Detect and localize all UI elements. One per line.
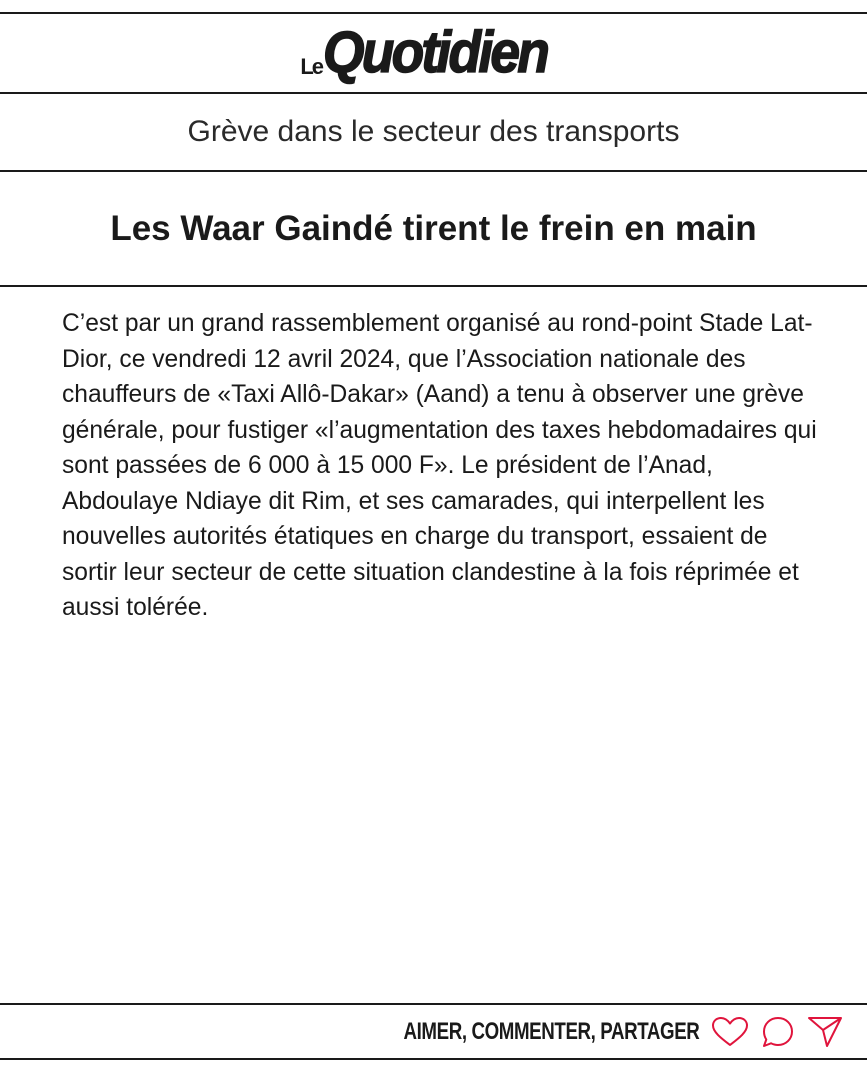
footer-top-rule	[0, 1003, 867, 1005]
headline-divider	[0, 285, 867, 287]
article-kicker: Grève dans le secteur des transports	[187, 115, 680, 148]
social-cta-label: AIMER, COMMENTER, PARTAGER	[403, 1018, 699, 1045]
social-footer	[0, 1006, 867, 1058]
bottom-rule	[0, 1058, 867, 1060]
share-icon[interactable]	[807, 1015, 843, 1049]
masthead	[0, 14, 867, 92]
social-actions	[711, 1015, 843, 1049]
logo-name: Quotidien	[323, 20, 548, 85]
comment-icon[interactable]	[761, 1015, 795, 1049]
newspaper-logo[interactable]	[300, 20, 566, 85]
article-headline: Les Waar Gaindé tirent le frein en main	[110, 209, 757, 248]
logo-prefix: Le	[300, 54, 323, 79]
article-body: C’est par un grand rassemblement organisé au rond-point Stade Lat-Dior, ce vendredi 12 avril 2024, que l’Association nationale des chauffeurs de «Taxi Allô-Dakar» (Aand) a tenu à observer une grève générale, pour fustiger «l’augmentation des taxes hebdomadaires qui sont passées de 6 000 à 15 000 F». Le président de l’Anad, Abdoulaye Ndiaye dit Rim, et ses camarades, qui interpellent les nouvelles autorités étatiques en charge du transport, essaient de sortir leur secteur de cette situation clandestine à la fois réprimée et aussi tolérée.	[62, 310, 817, 621]
heart-icon[interactable]	[711, 1016, 749, 1048]
